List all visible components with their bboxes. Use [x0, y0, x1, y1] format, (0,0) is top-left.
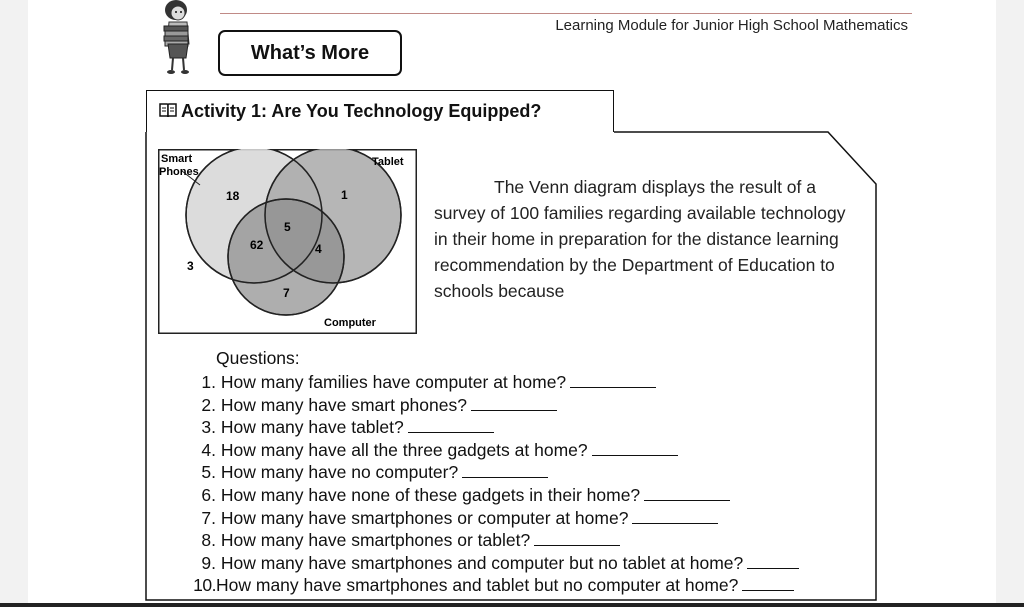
region-smartphones-tablet: 5: [284, 220, 291, 234]
region-none: 3: [187, 259, 194, 273]
question-text: How many have no computer?: [220, 462, 459, 483]
activity-title: [146, 90, 614, 132]
label-smart: Smart: [161, 153, 193, 165]
question-text: How many families have computer at home?: [220, 372, 567, 392]
bottom-edge: [0, 603, 1024, 607]
question-number: 10.: [193, 575, 216, 596]
question-text: How many have tablet?: [220, 417, 404, 438]
answer-blank[interactable]: [644, 486, 730, 501]
question-item: [178, 394, 878, 417]
question-number: 9.: [201, 552, 216, 573]
question-item: [178, 416, 878, 439]
answer-blank[interactable]: [471, 396, 557, 411]
student-mascot-icon: [156, 0, 222, 76]
region-smartphones-only: 18: [226, 189, 240, 203]
question-item: [178, 574, 878, 597]
venn-diagram: [158, 149, 417, 334]
worksheet-page: [28, 0, 996, 607]
question-number: 3.: [201, 417, 216, 438]
question-item: [178, 529, 878, 552]
answer-blank[interactable]: [592, 441, 678, 456]
question-item: [178, 461, 878, 484]
question-text: How many have smartphones or computer at home?: [220, 507, 629, 528]
question-text: How many have smart phones?: [220, 394, 467, 415]
region-smartphones-computer: 62: [250, 238, 264, 252]
answer-blank[interactable]: [534, 531, 620, 546]
question-text: How many have all the three gadgets at home?: [220, 439, 588, 460]
question-item: [178, 484, 878, 507]
header-divider: [220, 13, 912, 14]
region-tablet-computer: 4: [315, 242, 322, 256]
region-computer-only: 7: [283, 286, 290, 300]
answer-blank[interactable]: [632, 509, 718, 524]
section-label: What’s More: [218, 30, 402, 76]
question-item: [178, 371, 878, 394]
answer-blank[interactable]: [747, 554, 799, 569]
label-computer: Computer: [324, 317, 376, 329]
question-item: [178, 552, 878, 575]
questions-heading: Questions:: [216, 348, 300, 368]
question-number: 1.: [201, 372, 216, 392]
label-tablet: Tablet: [372, 156, 404, 168]
book-icon: [159, 92, 177, 132]
region-tablet-only: 1: [341, 188, 348, 202]
answer-blank[interactable]: [408, 418, 494, 433]
question-number: 7.: [201, 507, 216, 528]
question-number: 4.: [201, 439, 216, 460]
description-paragraph: The Venn diagram displays the result of a survey of 100 families regarding available technology in their home in preparation for the distance learning recommendation by the Department of Education to schools because: [434, 177, 846, 301]
question-number: 8.: [201, 530, 216, 551]
answer-blank[interactable]: [742, 576, 794, 591]
question-list: [178, 371, 878, 597]
question-item: [178, 439, 878, 462]
question-text: How many have smartphones and computer but no tablet at home?: [220, 552, 744, 573]
activity-title-text: Activity 1: Are You Technology Equipped?: [181, 101, 542, 121]
module-title: Learning Module for Junior High School Mathematics: [555, 17, 908, 34]
question-number: 5.: [201, 462, 216, 483]
question-text: How many have none of these gadgets in their home?: [220, 484, 641, 505]
question-text: How many have smartphones and tablet but no computer at home?: [216, 575, 739, 596]
question-number: 6.: [201, 484, 216, 505]
answer-blank[interactable]: [462, 463, 548, 478]
question-number: 2.: [201, 394, 216, 415]
answer-blank[interactable]: [570, 373, 656, 388]
question-text: How many have smartphones or tablet?: [220, 530, 531, 551]
question-item: [178, 507, 878, 530]
label-phones: Phones: [159, 166, 199, 178]
